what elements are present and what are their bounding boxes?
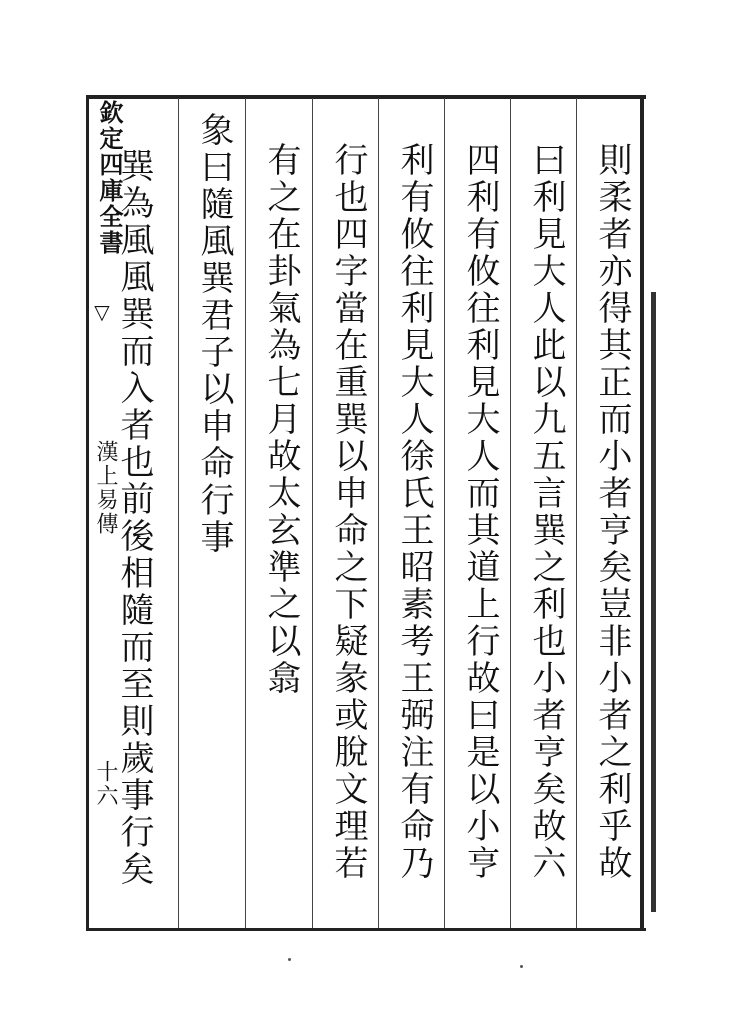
scan-speck: [520, 965, 523, 968]
column-divider: [312, 98, 313, 928]
right-border: [640, 95, 644, 931]
column-divider: [510, 98, 511, 928]
text-column-2: 曰利見大人此以九五言巽之利也小者亨矣故六: [526, 142, 566, 882]
book-title: 欽定四庫全書: [95, 100, 124, 256]
section-marker-icon: ▽: [90, 300, 114, 326]
column-divider: [444, 98, 445, 928]
column-divider: [576, 98, 577, 928]
top-border: [86, 95, 646, 99]
text-column-8: 巽為風風巽而入者也前後相隨而至則歲事行矣: [114, 148, 154, 888]
column-divider: [378, 98, 379, 928]
text-column-7: 象曰隨風巽君子以申命行事: [194, 112, 234, 556]
text-column-3: 四利有攸往利見大人而其道上行故曰是以小亨: [460, 142, 500, 882]
scan-speck: [288, 958, 291, 961]
page-number: 十六: [93, 760, 118, 808]
text-column-5: 行也四字當在重巽以申命之下疑彖或脫文理若: [328, 142, 368, 882]
column-divider: [245, 98, 246, 928]
section-title: 漢上易傳: [93, 440, 118, 536]
column-divider: [178, 98, 179, 928]
text-column-4: 利有攸往利見大人徐氏王昭素考王弼注有命乃: [394, 142, 434, 882]
page-edge-shadow: [651, 292, 656, 912]
text-column-1: 則柔者亦得其正而小者亨矣豈非小者之利乎故: [592, 142, 632, 882]
left-border: [86, 95, 89, 931]
text-column-6: 有之在卦氣為七月故太玄準之以翕: [261, 142, 301, 697]
